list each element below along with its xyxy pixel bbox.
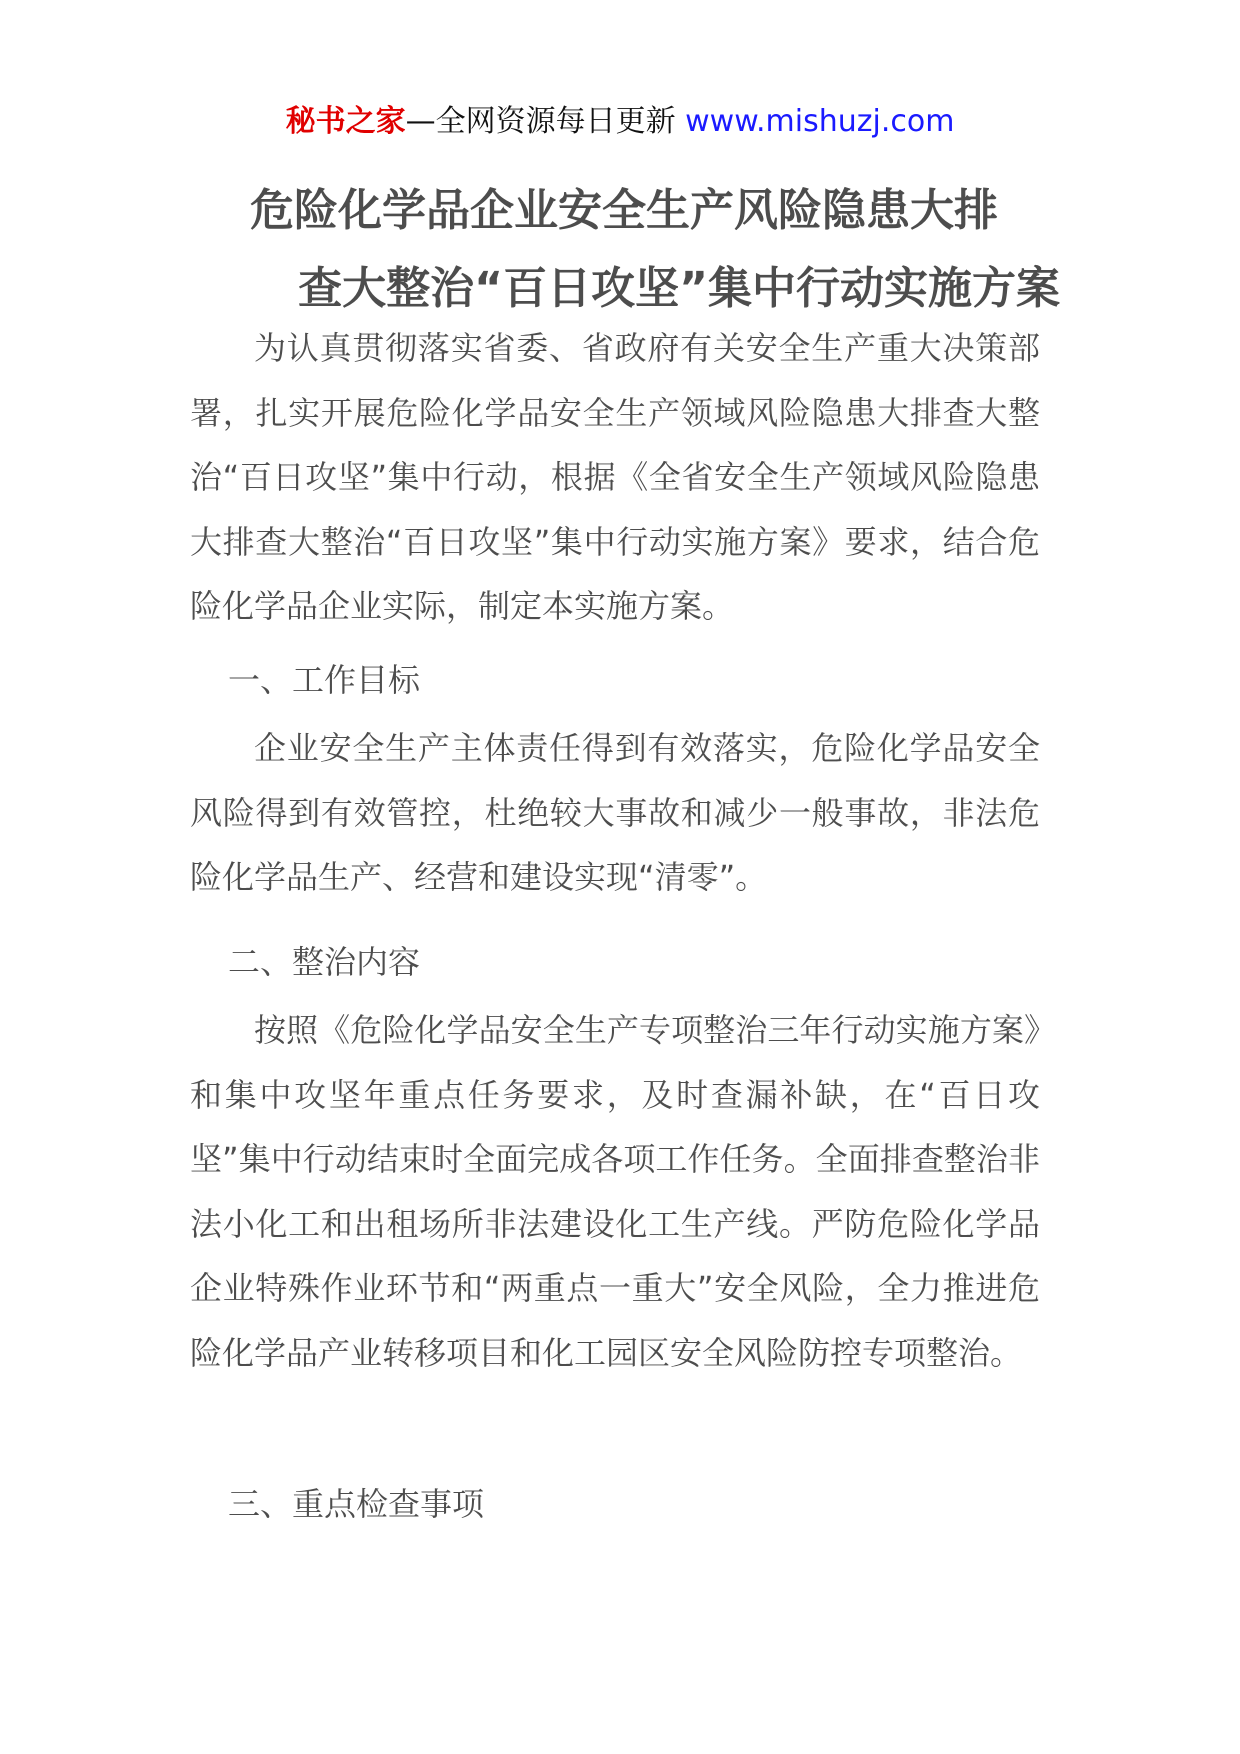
section-heading-inspection: 三、重点检查事项 — [228, 1485, 485, 1523]
intro-paragraph-block — [190, 316, 1040, 639]
section-heading-block-1 — [190, 648, 1040, 713]
intro-paragraph: 为认真贯彻落实省委、省政府有关安全生产重大决策部署，扎实开展危险化学品安全生产领域风险隐患大排查大整治“百日攻坚”集中行动，根据《全省安全生产领域风险隐患大排查大整治“百日攻坚”集中行动实施方案》要求，结合危险化学品企业实际，制定本实施方案。 — [190, 329, 1040, 625]
section-heading-content: 二、整治内容 — [228, 943, 421, 981]
title-line-1: 危险化学品企业安全生产风险隐患大排 — [250, 185, 998, 236]
section-heading-block-2 — [190, 930, 1040, 995]
site-brand: 秘书之家 — [285, 104, 406, 139]
site-header — [0, 100, 1240, 144]
site-url-link[interactable]: www.mishuzj.com — [685, 104, 955, 139]
document-title — [190, 172, 1060, 328]
site-slogan: —全网资源每日更新 — [405, 104, 686, 139]
section-heading-block-3 — [190, 1472, 1040, 1537]
goals-paragraph-block — [190, 716, 1040, 910]
content-paragraph-block — [190, 998, 1040, 1385]
section-heading-goals: 一、工作目标 — [228, 661, 421, 699]
goals-paragraph: 企业安全生产主体责任得到有效落实，危险化学品安全风险得到有效管控，杜绝较大事故和减少一般事故，非法危险化学品生产、经营和建设实现“清零”。 — [190, 729, 1040, 896]
content-paragraph: 按照《危险化学品安全生产专项整治三年行动实施方案》和集中攻坚年重点任务要求，及时查漏补缺，在“百日攻坚”集中行动结束时全面完成各项工作任务。全面排查整治非法小化工和出租场所非法建设化工生产线。严防危险化学品企业特殊作业环节和“两重点一重大”安全风险，全力推进危险化学品产业转移项目和化工园区安全风险防控专项整治。 — [190, 1011, 1040, 1372]
title-line-2: 查大整治“百日攻坚”集中行动实施方案 — [298, 263, 1060, 314]
